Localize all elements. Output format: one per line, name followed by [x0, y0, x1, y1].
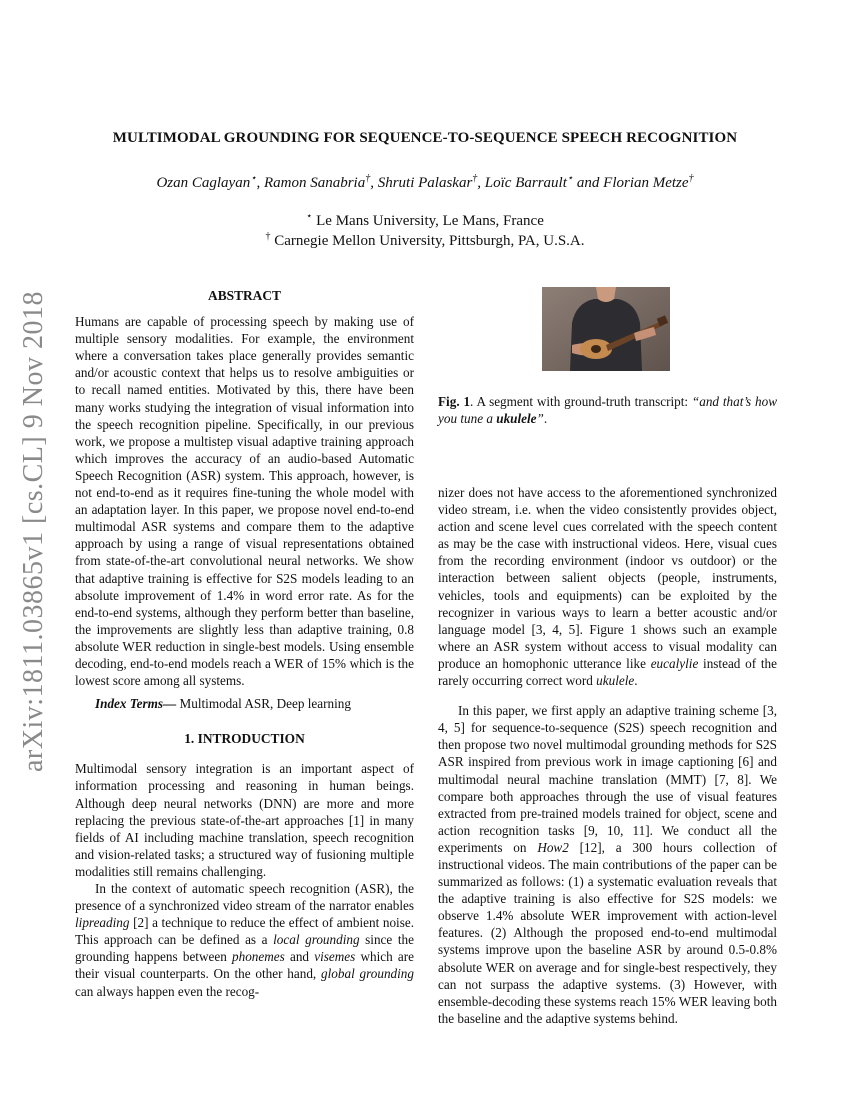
- abstract-text: Humans are capable of processing speech by making use of multiple sensory modalities. For example, the environment where a conversation takes place generally provides semantic and/or acoustic context that helps us to resolve ambiguities or to recall named entities. Motivated by this, there have been many works studying the integration of visual information into the speech recognition pipeline. Specifically, in our previous work, we propose a multistep visual adaptive training approach which improves the accuracy of an audio-based Automatic Speech Recognition (ASR) system. This approach, however, is not end-to-end as it requires fine-tuning the whole model with an adaptation layer. In this paper, we propose novel end-to-end multimodal ASR systems and compare them to the adaptive approach by using a range of visual representations obtained from state-of-the-art convolutional neural networks. We show that adaptive training is effective for S2S models leading to an absolute improvement of 1.4% in word error rate. As for the end-to-end systems, although they perform better than baseline, the improvements are slightly less than adaptive training, 0.8 absolute WER reduction in single-best models. Using ensemble decoding, end-to-end models reach a WER of 15% which is the lowest score among all systems.: [75, 314, 414, 689]
- figure-label: Fig. 1: [438, 394, 471, 409]
- abstract-heading: ABSTRACT: [208, 288, 281, 303]
- text-run: and: [284, 949, 315, 965]
- text-run: phonemes: [232, 949, 285, 965]
- figure-1-image: [542, 287, 670, 371]
- affiliation-text: Le Mans University, Le Mans, France: [316, 213, 544, 229]
- affiliation-mark: †: [265, 231, 271, 242]
- ukulele-player-illustration: [542, 287, 670, 371]
- author-mark: †: [365, 173, 371, 184]
- author-mark: †: [472, 173, 478, 184]
- text-run: . A segment with ground-truth transcript:: [470, 394, 692, 409]
- text-run: In the context of automatic speech recognition (ASR), the presence of a synchronized video stream of the narrator enables: [75, 881, 414, 914]
- text-run: .: [634, 673, 638, 689]
- author-separator: ,: [370, 175, 378, 191]
- index-terms-text: Multimodal ASR, Deep learning: [179, 696, 351, 712]
- text-run: local grounding: [273, 932, 360, 948]
- text-run: .: [543, 411, 548, 426]
- right-paragraph-2: [438, 702, 777, 1027]
- paper-title: MULTIMODAL GROUNDING FOR SEQUENCE-TO-SEQUENCE SPEECH RECOGNITION: [112, 130, 738, 146]
- intro-paragraph-1: Multimodal sensory integration is an important aspect of information processing and reasoning in human beings. Although deep neural networks (DNN) are more and more replacing the previous state-of-the-art approaches [1] in many fields of AI including machine translation, speech recognition and vision-related tasks; a structured way of fusioning multiple modalities still remains challenging.: [75, 761, 414, 879]
- author-mark: ⋆: [566, 173, 574, 184]
- text-run: can always happen even the recog-: [75, 983, 260, 999]
- text-run: which are their visual counterparts. On the other hand,: [75, 949, 414, 982]
- intro-paragraph-2: [75, 880, 414, 1000]
- text-run: ukulele: [596, 673, 635, 689]
- author: Ozan Caglayan: [156, 175, 251, 191]
- figure-1-caption: [438, 393, 777, 427]
- affiliation-text: Carnegie Mellon University, Pittsburgh, PA, U.S.A.: [274, 233, 585, 249]
- text-run: ”: [536, 411, 544, 426]
- text-run: ukulele: [496, 411, 537, 426]
- index-terms: [75, 695, 414, 712]
- author-separator: ,: [477, 175, 485, 191]
- author-list: [0, 173, 850, 192]
- arxiv-stamp: arXiv:1811.03865v1 [cs.CL] 9 Nov 2018: [18, 291, 49, 772]
- affiliation: [0, 211, 850, 230]
- author-mark: †: [688, 173, 694, 184]
- text-run: global grounding: [321, 966, 414, 982]
- author-separator: ,: [256, 175, 264, 191]
- text-run: visemes: [314, 949, 356, 965]
- affiliation-mark: ⋆: [306, 211, 313, 222]
- text-run: [2] a technique to reduce the effect of ambient noise. This approach can be defined as a: [75, 915, 414, 948]
- text-run: [12], a 300 hours collection of instructional videos. The main contributions of the paper can be summarized as follows: (1) a systematic evaluation reveals that the adaptive training is also effective for S2S models: we observe 1.4% absolute WER improvement with action-level features. (2) Although the proposed end-to-end multimodal systems improve upon the baseline ASR by around 0.5-0.8% absolute WER on average and for single-best respectively, they can not surpass the adaptive systems. (3) However, with ensemble-decoding these systems reach 15% WER leaving both the baseline and the adaptive systems behind.: [438, 839, 777, 1026]
- affiliation: [0, 231, 850, 250]
- right-paragraph-1: [438, 484, 777, 689]
- text-run: since the grounding happens between: [75, 932, 414, 965]
- text-run: In this paper, we first apply an adaptive training scheme [3, 4, 5] for sequence-to-sequence (S2S) speech recognition and then propose two novel multimodal grounding methods for S2S ASR inspired from previous work in image captioning [6] and multimodal neural machine translation (MMT) [7, 8]. We compare both approaches through the use of visual features extracted from pre-trained models trained for object, scene and action recognition tasks [9, 10, 11]. We conduct all the experiments on: [438, 703, 777, 855]
- text-run: “and that’s how you tune a: [438, 394, 777, 426]
- author: Loïc Barrault: [484, 175, 567, 191]
- text-run: eucalylie: [650, 655, 699, 671]
- author: Ramon Sanabria: [263, 175, 366, 191]
- text-run: nizer does not have access to the aforementioned synchronized video stream, i.e. when the video consistently provides object, action and scene level cues correlated with the speech content as may be the case with instructional videos. Here, visual cues from the recording environment (indoor vs outdoor) or the interaction between salient objects (people, instruments, vehicles, tools and equipments) can be exploited by the recognizer in various ways to learn a better acoustic and/or language model [3, 4, 5]. Figure 1 shows such an example where an ASR system without access to visual modality can produce an homophonic utterance like: [438, 485, 777, 671]
- right-column: [438, 484, 777, 1027]
- author: Florian Metze: [603, 175, 689, 191]
- index-terms-label: Index Terms—: [95, 696, 177, 712]
- text-run: instead of the rarely occurring correct word: [438, 655, 777, 689]
- author-separator: and: [573, 175, 604, 191]
- text-run: How2: [537, 839, 569, 855]
- text-run: lipreading: [75, 915, 130, 931]
- left-column: [75, 287, 414, 1000]
- author-mark: ⋆: [250, 173, 257, 184]
- author: Shruti Palaskar: [377, 175, 473, 191]
- introduction-heading: 1. INTRODUCTION: [184, 731, 305, 747]
